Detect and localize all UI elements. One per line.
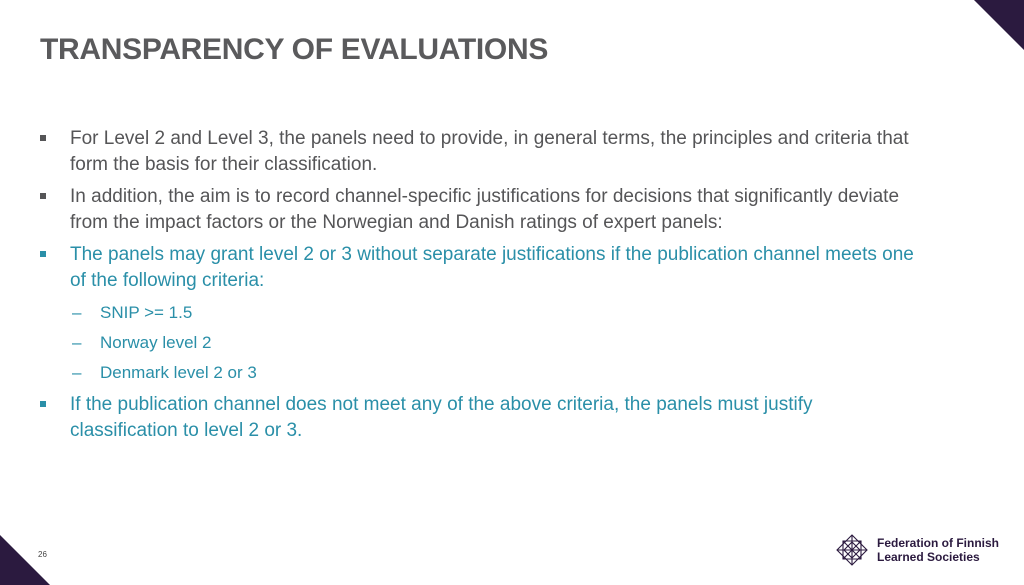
criteria-item bbox=[38, 332, 918, 354]
criteria-text: Norway level 2 bbox=[100, 333, 212, 352]
slide-content bbox=[38, 126, 918, 450]
bullet-text: In addition, the aim is to record channel-specific justifications for decisions that significantly deviate from the impact factors or the Norwegian and Danish ratings of expert panels: bbox=[70, 186, 900, 233]
bullet-item bbox=[38, 392, 918, 443]
logo-text-line2: Learned Societies bbox=[877, 550, 980, 564]
logo-text-line1: Federation of Finnish bbox=[877, 536, 999, 550]
criteria-text: Denmark level 2 or 3 bbox=[100, 363, 257, 382]
square-bullet-icon bbox=[40, 193, 46, 199]
slide-title: TRANSPARENCY OF EVALUATIONS bbox=[40, 33, 549, 66]
bullet-item bbox=[38, 184, 918, 235]
dash-bullet-icon: – bbox=[72, 303, 82, 322]
dash-bullet-icon: – bbox=[72, 363, 82, 382]
square-bullet-icon bbox=[40, 135, 46, 141]
federation-logo bbox=[835, 533, 999, 567]
bullet-text: If the publication channel does not meet any of the above criteria, the panels must justify classification to level 2 or 3. bbox=[70, 394, 813, 441]
square-bullet-icon bbox=[40, 401, 46, 407]
logo-text bbox=[877, 536, 999, 564]
bullet-item bbox=[38, 242, 918, 293]
criteria-item bbox=[38, 302, 918, 324]
federation-logo-icon bbox=[835, 533, 869, 567]
bullet-item bbox=[38, 126, 918, 177]
corner-decoration-bottom-left bbox=[0, 535, 50, 585]
corner-decoration-top-right bbox=[974, 0, 1024, 50]
criteria-text: SNIP >= 1.5 bbox=[100, 303, 193, 322]
page-number: 26 bbox=[38, 550, 47, 559]
square-bullet-icon bbox=[40, 251, 46, 257]
dash-bullet-icon: – bbox=[72, 333, 82, 352]
criteria-item bbox=[38, 362, 918, 384]
bullet-text: The panels may grant level 2 or 3 without separate justifications if the publication channel meets one of the following criteria: bbox=[70, 244, 914, 291]
bullet-text: For Level 2 and Level 3, the panels need to provide, in general terms, the principles and criteria that form the basis for their classification. bbox=[70, 128, 909, 175]
